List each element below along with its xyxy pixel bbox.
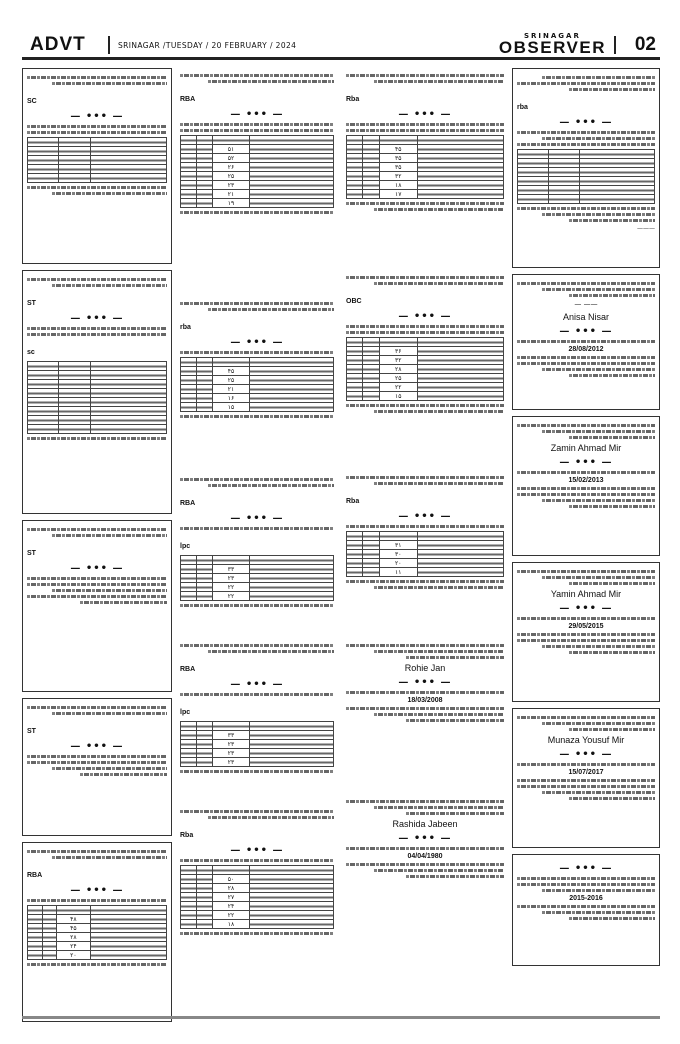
age-cell: ۲۰ bbox=[379, 559, 417, 568]
category-code: RBA bbox=[27, 872, 43, 879]
applicants-table bbox=[27, 361, 167, 434]
age-cell: ۳۵ bbox=[379, 154, 417, 163]
table-row bbox=[181, 893, 334, 902]
table-row bbox=[347, 154, 504, 163]
age-cell: ۳۲ bbox=[379, 356, 417, 365]
birth-date: 28/08/2012 bbox=[568, 346, 604, 353]
age-cell: ۲۸ bbox=[213, 884, 250, 893]
age-cell: ۵۰ bbox=[213, 875, 250, 884]
age-cell: ۲۵ bbox=[213, 376, 250, 385]
dateline: SRINAGAR /TUESDAY / 20 FEBRUARY / 2024 bbox=[118, 41, 297, 50]
applicants-table bbox=[180, 721, 334, 767]
applicants-table bbox=[346, 135, 504, 199]
column-right bbox=[512, 68, 660, 972]
age-cell: ۲۱ bbox=[213, 385, 250, 394]
applicants-table bbox=[27, 137, 167, 183]
table-row bbox=[181, 920, 334, 929]
table-row bbox=[347, 365, 504, 374]
table-row bbox=[181, 190, 334, 199]
age-cell: ۳۰ bbox=[379, 550, 417, 559]
notice-box: — ••• — 2015-2016 bbox=[512, 854, 660, 966]
table-row bbox=[181, 145, 334, 154]
table-row bbox=[28, 942, 167, 951]
age-cell: ۲۸ bbox=[57, 933, 90, 942]
birth-date: 04/04/1980 bbox=[407, 853, 443, 860]
age-cell: ۲۲ bbox=[213, 583, 250, 592]
table-tag: lpc bbox=[180, 543, 191, 550]
age-cell: ۲۲ bbox=[213, 592, 250, 601]
age-cell: ۲۴ bbox=[213, 902, 250, 911]
table-row bbox=[347, 392, 504, 401]
age-cell: ۲۲ bbox=[213, 911, 250, 920]
table-row bbox=[347, 383, 504, 392]
category-code: ST bbox=[27, 300, 36, 307]
table-row bbox=[181, 884, 334, 893]
table-row bbox=[181, 172, 334, 181]
notice-box: ST — ••• — bbox=[22, 520, 172, 692]
age-cell: ۳۲ bbox=[379, 172, 417, 181]
table-row bbox=[181, 583, 334, 592]
table-row bbox=[181, 731, 334, 740]
notice-box: Rba — ••• — ۴۵ ۳۵ ۳۵ ۳۲ ۱۸ ۱۷ bbox=[342, 68, 508, 264]
table-row bbox=[347, 559, 504, 568]
table-row bbox=[181, 163, 334, 172]
logo-title: OBSERVER bbox=[498, 38, 606, 57]
table-row bbox=[181, 181, 334, 190]
table-row bbox=[28, 915, 167, 924]
birth-date: 15/07/2017 bbox=[568, 769, 604, 776]
notice-box: Munaza Yousuf Mir — ••• — 15/07/2017 bbox=[512, 708, 660, 848]
table-row bbox=[181, 740, 334, 749]
notice-box: ST — ••• — sc bbox=[22, 270, 172, 514]
applicants-table bbox=[180, 865, 334, 929]
age-cell: ۵۲ bbox=[213, 154, 250, 163]
notice-box: Zamin Ahmad Mir — ••• — 15/02/2013 bbox=[512, 416, 660, 556]
newspaper-logo bbox=[499, 32, 606, 56]
session-years: 2015-2016 bbox=[569, 895, 603, 902]
signature-line: ——— bbox=[637, 225, 655, 232]
applicants-table bbox=[346, 337, 504, 401]
age-cell: ۲۸ bbox=[379, 365, 417, 374]
table-row bbox=[181, 154, 334, 163]
age-cell: ۲۵ bbox=[213, 172, 250, 181]
applicant-name: Rohie Jan bbox=[404, 663, 446, 673]
age-cell: ۱۷ bbox=[379, 190, 417, 199]
age-cell: ۱۹ bbox=[213, 199, 250, 208]
table-row bbox=[347, 163, 504, 172]
table-row bbox=[181, 394, 334, 403]
table-row bbox=[181, 565, 334, 574]
table-tag: lpc bbox=[180, 709, 191, 716]
birth-date: 15/02/2013 bbox=[568, 477, 604, 484]
notice-box: Rba — ••• — ۳۱ ۳۰ ۲۰ ۱۱ bbox=[342, 470, 508, 632]
table-row bbox=[347, 347, 504, 356]
table-row bbox=[28, 951, 167, 960]
table-tag: sc bbox=[27, 349, 35, 356]
page-number: 02 bbox=[634, 34, 656, 55]
notice-box: — —— Anisa Nisar — ••• — 28/08/2012 bbox=[512, 274, 660, 410]
category-code: ST bbox=[27, 728, 36, 735]
age-cell: ۳۵ bbox=[379, 163, 417, 172]
applicants-table bbox=[180, 357, 334, 412]
notice-box: rba — ••• — ۴۵ ۲۵ ۲۱ ۱۶ ۱۵ bbox=[176, 296, 338, 466]
age-cell: ۲۳ bbox=[213, 574, 250, 583]
category-code: RBA bbox=[180, 96, 196, 103]
applicants-table bbox=[180, 555, 334, 601]
table-row bbox=[181, 911, 334, 920]
age-cell: ۲۳ bbox=[213, 181, 250, 190]
age-cell: ۲۰ bbox=[57, 951, 90, 960]
applicants-table bbox=[180, 135, 334, 208]
applicant-name: Rashida Jabeen bbox=[392, 819, 458, 829]
table-row bbox=[347, 541, 504, 550]
table-row bbox=[181, 199, 334, 208]
table-row bbox=[347, 172, 504, 181]
age-cell: ۳۶ bbox=[379, 347, 417, 356]
table-row bbox=[347, 190, 504, 199]
table-row bbox=[347, 550, 504, 559]
table-row bbox=[181, 367, 334, 376]
masthead bbox=[22, 30, 660, 60]
table-row bbox=[347, 568, 504, 577]
age-cell: ۲۳ bbox=[213, 749, 250, 758]
logo-city: SRINAGAR bbox=[524, 32, 581, 40]
masthead-divider bbox=[614, 36, 616, 54]
applicants-table bbox=[346, 531, 504, 577]
notice-box bbox=[512, 68, 660, 268]
category-code: OBC bbox=[346, 298, 362, 305]
age-cell: ۱۵ bbox=[379, 392, 417, 401]
category-code: ST bbox=[27, 550, 36, 557]
birth-date: 29/05/2015 bbox=[568, 623, 604, 630]
age-cell: ۳۳ bbox=[213, 565, 250, 574]
table-row bbox=[181, 875, 334, 884]
table-row bbox=[347, 145, 504, 154]
table-row bbox=[181, 403, 334, 412]
age-cell: ۱۵ bbox=[213, 403, 250, 412]
category-code: rba bbox=[180, 324, 191, 331]
age-cell: ۱۱ bbox=[379, 568, 417, 577]
notice-box: RBA — ••• — lpc ۳۳ ۲۳ ۲۳ ۲۳ bbox=[176, 638, 338, 798]
table-row bbox=[181, 385, 334, 394]
masthead-divider bbox=[108, 36, 110, 54]
age-cell: ۵۱ bbox=[213, 145, 250, 154]
category-code: rba bbox=[517, 104, 528, 111]
table-row bbox=[347, 356, 504, 365]
applicant-name: Zamin Ahmad Mir bbox=[550, 443, 622, 453]
table-row bbox=[181, 758, 334, 767]
category-code: Rba bbox=[346, 498, 360, 505]
category-code: Rba bbox=[346, 96, 360, 103]
notice-box: ST — ••• — bbox=[22, 698, 172, 836]
age-cell: ۳۱ bbox=[379, 541, 417, 550]
age-cell: ۲۷ bbox=[213, 893, 250, 902]
age-cell: ۴۵ bbox=[213, 367, 250, 376]
age-cell: ۱۶ bbox=[213, 394, 250, 403]
section-label: ADVT bbox=[30, 34, 86, 55]
age-cell: ۲۴ bbox=[57, 942, 90, 951]
age-cell: ۲۶ bbox=[213, 163, 250, 172]
table-row bbox=[347, 374, 504, 383]
notice-box: Yamin Ahmad Mir — ••• — 29/05/2015 bbox=[512, 562, 660, 702]
table-row bbox=[28, 924, 167, 933]
applicant-name: Munaza Yousuf Mir bbox=[547, 735, 625, 745]
age-cell: ۳۳ bbox=[213, 731, 250, 740]
notice-box: RBA — ••• — lpc ۳۳ ۲۳ ۲۲ ۲۲ bbox=[176, 472, 338, 632]
applicant-name: Anisa Nisar bbox=[562, 312, 609, 322]
age-cell: ۲۳ bbox=[213, 758, 250, 767]
age-cell: ۲۵ bbox=[379, 374, 417, 383]
table-row bbox=[181, 749, 334, 758]
table-row bbox=[181, 574, 334, 583]
applicants-table bbox=[517, 149, 655, 204]
category-code: RBA bbox=[180, 666, 196, 673]
notice-box: Rashida Jabeen — ••• — 04/04/1980 bbox=[342, 794, 508, 944]
table-row bbox=[181, 902, 334, 911]
birth-date: 18/03/2008 bbox=[407, 697, 443, 704]
notice-box: RBA — ••• — ۵۱ ۵۲ ۲۶ ۲۵ ۲۳ ۲۱ ۱۹ bbox=[176, 68, 338, 290]
applicant-name: Yamin Ahmad Mir bbox=[550, 589, 622, 599]
column-middle-left bbox=[176, 68, 338, 1010]
column-middle-right bbox=[342, 68, 508, 950]
age-cell: ۴۵ bbox=[57, 924, 90, 933]
column-left bbox=[22, 68, 172, 1028]
notice-box: Rba — ••• — ۵۰ ۲۸ ۲۷ ۲۴ ۲۲ ۱۸ bbox=[176, 804, 338, 1004]
notice-box: SC — ••• — bbox=[22, 68, 172, 264]
footer-rule bbox=[22, 1016, 660, 1019]
age-cell: ۴۵ bbox=[379, 145, 417, 154]
notice-box: RBA — ••• — ۴۸ ۴۵ ۲۸ ۲۴ ۲۰ bbox=[22, 842, 172, 1022]
age-cell: ۱۸ bbox=[379, 181, 417, 190]
age-cell: ۲۱ bbox=[213, 190, 250, 199]
notice-heading: — ••• — bbox=[559, 117, 613, 128]
category-code: SC bbox=[27, 98, 37, 105]
age-cell: ۴۸ bbox=[57, 915, 90, 924]
table-row bbox=[181, 376, 334, 385]
category-code: Rba bbox=[180, 832, 194, 839]
table-row bbox=[28, 933, 167, 942]
applicants-table bbox=[27, 905, 167, 960]
age-cell: ۲۲ bbox=[379, 383, 417, 392]
age-cell: ۱۸ bbox=[213, 920, 250, 929]
table-row bbox=[181, 592, 334, 601]
age-cell: ۲۳ bbox=[213, 740, 250, 749]
notice-box: OBC — ••• — ۳۶ ۳۲ ۲۸ ۲۵ ۲۲ ۱۵ bbox=[342, 270, 508, 464]
table-row bbox=[347, 181, 504, 190]
notice-box: Rohie Jan — ••• — 18/03/2008 bbox=[342, 638, 508, 788]
category-code: RBA bbox=[180, 500, 196, 507]
